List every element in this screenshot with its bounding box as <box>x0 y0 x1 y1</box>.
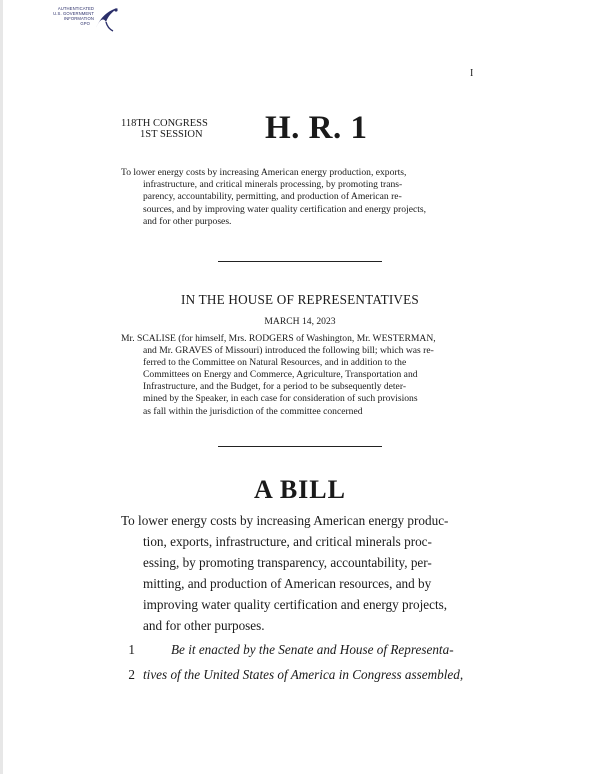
intro-line: and Mr. GRAVES of Missouri) introduced the following bill; which was re- <box>143 345 434 357</box>
long-title-line: mitting, and production of American resources, and by <box>143 576 432 591</box>
intro-line: mined by the Speaker, in each case for consideration of such provisions <box>143 393 418 405</box>
summary-line: sources, and by improving water quality certification and energy projects, <box>143 203 427 215</box>
page-edge-rule <box>0 0 3 774</box>
section-divider <box>218 261 382 262</box>
enacting-clause-row <box>121 662 481 687</box>
intro-line: ferred to the Committee on Natural Resources, and in addition to the <box>143 357 407 369</box>
intro-line: Committees on Energy and Commerce, Agriculture, Transportation and <box>143 369 418 381</box>
enacting-text: Be it enacted by the Senate and House of Representa- <box>171 642 454 657</box>
long-title-line: and for other purposes. <box>143 618 265 633</box>
line-number: 2 <box>128 667 135 682</box>
bill-number-title: H. R. 1 <box>265 110 368 146</box>
gpo-eagle-icon <box>90 4 122 34</box>
line-number: 1 <box>128 642 135 657</box>
long-title-line: improving water quality certification and energy projects, <box>143 597 448 612</box>
section-divider <box>218 446 382 447</box>
long-title <box>121 510 477 636</box>
summary-line: To lower energy costs by increasing American energy production, exports, <box>121 167 407 178</box>
gpo-stamp-line: AUTHENTICATED <box>57 6 94 11</box>
long-title-line: essing, by promoting transparency, accountability, per- <box>143 555 432 570</box>
chamber-heading: IN THE HOUSE OF REPRESENTATIVES <box>181 292 419 307</box>
summary-line: and for other purposes. <box>143 215 232 227</box>
intro-line: Infrastructure, and the Budget, for a period to be subsequently deter- <box>143 381 407 393</box>
intro-line: as fall within the jurisdiction of the committee concerned <box>143 405 363 417</box>
summary-line: infrastructure, and critical minerals processing, by promoting trans- <box>143 179 403 191</box>
short-title-summary <box>121 167 477 228</box>
intro-line: Mr. SCALISE (for himself, Mrs. RODGERS of Washington, Mr. WESTERMAN, <box>121 333 436 344</box>
introduction-date: MARCH 14, 2023 <box>264 316 336 327</box>
introduction-paragraph <box>121 333 477 418</box>
gpo-stamp-line: U.S. GOVERNMENT <box>53 11 94 16</box>
gpo-stamp-line: INFORMATION <box>63 16 94 21</box>
session-number: 1ST SESSION <box>140 129 203 140</box>
enacting-clause-row <box>121 637 481 662</box>
summary-line: parency, accountability, permitting, and production of American re- <box>143 191 402 203</box>
congress-number: 118TH CONGRESS <box>121 118 208 129</box>
long-title-line: To lower energy costs by increasing American energy produc- <box>121 513 449 528</box>
long-title-line: tion, exports, infrastructure, and critical minerals proc- <box>143 534 432 549</box>
gpo-authentication-stamp <box>30 4 120 36</box>
enacting-text: tives of the United States of America in Congress assembled, <box>143 667 464 682</box>
page-number: I <box>470 68 474 79</box>
gpo-stamp-text <box>36 6 94 26</box>
bill-heading: A BILL <box>254 475 346 504</box>
enacting-clause <box>121 637 481 687</box>
gpo-stamp-line: GPO <box>80 21 90 26</box>
